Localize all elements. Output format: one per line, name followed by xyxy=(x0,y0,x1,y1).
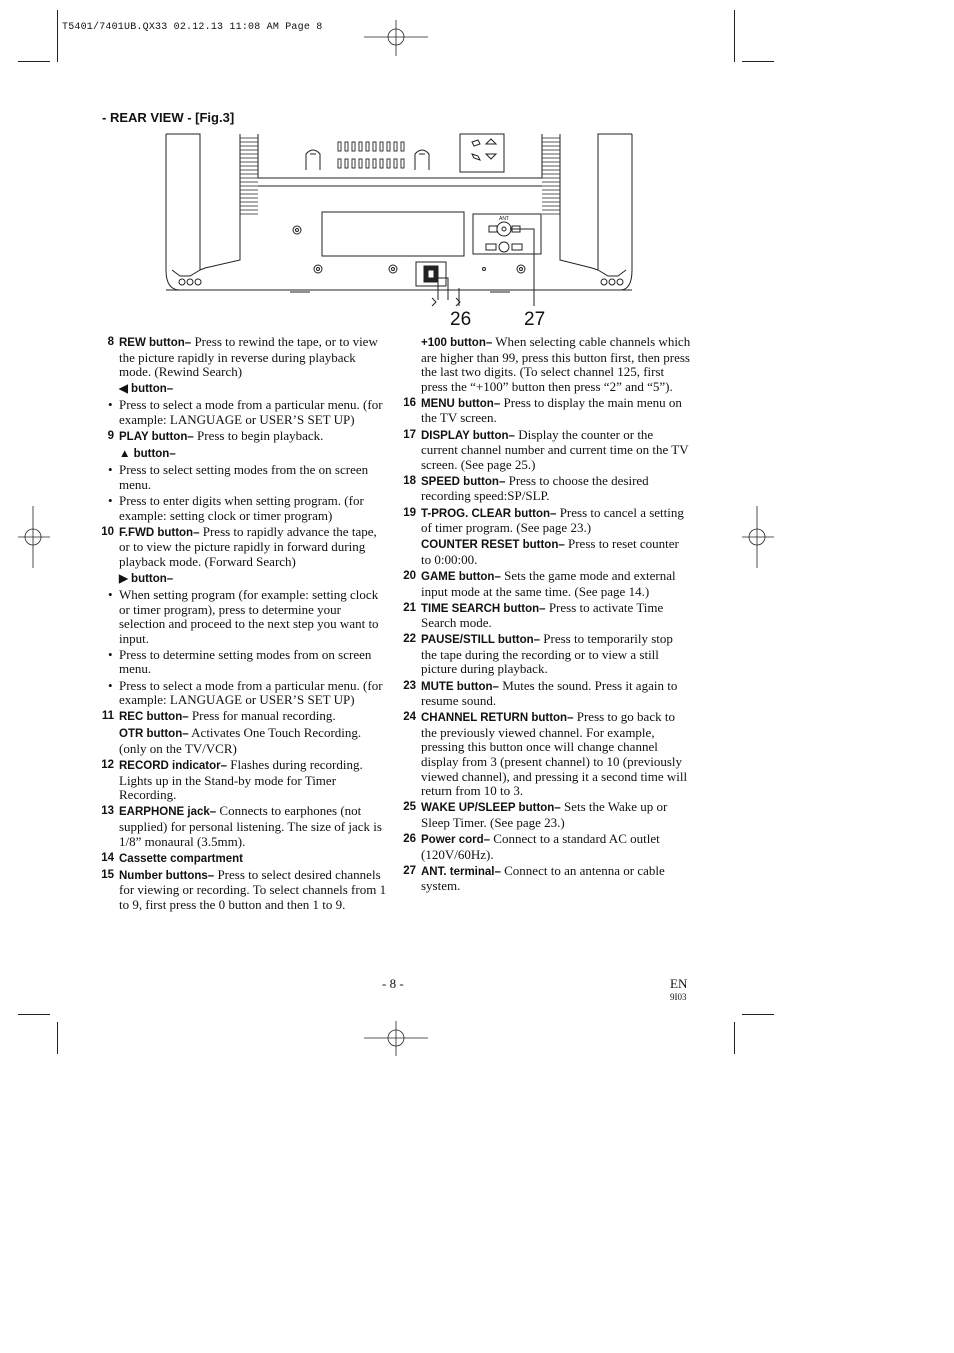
page-number: - 8 - xyxy=(382,976,404,991)
item-text: Display the counter or the current channel number and current time on the TV screen. (See page 25.) xyxy=(421,426,689,472)
item-number: 26 xyxy=(403,833,416,845)
callout-26: 26 xyxy=(450,309,472,330)
item-number: 13 xyxy=(101,805,114,818)
item-8 xyxy=(100,335,390,380)
item-9 xyxy=(100,429,390,445)
section-title: - REAR VIEW - [Fig.3] xyxy=(102,110,235,125)
sub-item-text: Press to reset counter to 0:00:00. xyxy=(421,536,679,567)
sub-item-label: ▶ button– xyxy=(119,572,174,585)
item-number: 8 xyxy=(107,336,114,348)
item-label: GAME button– xyxy=(421,570,501,583)
item-number: 17 xyxy=(403,428,416,441)
item-23 xyxy=(402,679,692,709)
item-27 xyxy=(402,864,692,894)
item-text: Press for manual recording. xyxy=(188,708,336,724)
item-22 xyxy=(402,632,692,677)
doc-code: 9I03 xyxy=(670,992,687,1002)
item-label: REC button– xyxy=(119,711,189,724)
item-text: Connect to an antenna or cable system. xyxy=(421,862,665,894)
item-26 xyxy=(402,832,692,862)
sub-item-label: +100 button– xyxy=(421,337,493,349)
item-number: 27 xyxy=(403,864,416,877)
sub-item-label: ◀ button– xyxy=(119,383,174,396)
item-number: 22 xyxy=(403,633,416,646)
item-text: Sets the Wake up or Sleep Timer. (See page 23.) xyxy=(421,799,668,830)
item-number: 10 xyxy=(101,525,114,538)
item-text: Press to temporarily stop the tape during the recording or to view a still picture during playback. xyxy=(421,631,673,677)
item-19 xyxy=(402,506,692,536)
item-15 xyxy=(100,868,390,913)
item-number: 12 xyxy=(101,759,114,772)
item-number: 14 xyxy=(101,851,114,864)
item-label: TIME SEARCH button– xyxy=(421,602,546,615)
bullet-item: • Press to select a mode from a particular menu. (for example: LANGUAGE or USER’S SET UP) xyxy=(100,398,390,427)
item-label: T-PROG. CLEAR button– xyxy=(421,507,557,520)
item-label: EARPHONE jack– xyxy=(119,806,217,819)
rear-view-figure xyxy=(160,128,640,333)
bullet-item: • Press to select setting modes from the on screen menu. xyxy=(100,463,390,492)
bullet-item: • Press to determine setting modes from on screen menu. xyxy=(100,648,390,677)
print-slug: T5401/7401UB.QX33 02.12.13 11:08 AM Page 8 xyxy=(62,22,323,33)
item-number: 23 xyxy=(403,679,416,692)
item-label: F.FWD button– xyxy=(119,526,200,539)
item-10 xyxy=(100,525,390,570)
item-number: 9 xyxy=(107,430,114,443)
item-text: Press to activate Time Search mode. xyxy=(421,599,664,631)
item-number: 24 xyxy=(403,711,416,724)
item-text: Connects to earphones (not supplied) for personal listening. The size of jack is 1/8” monaural (3.5mm). xyxy=(119,803,382,849)
item-label: RECORD indicator– xyxy=(119,760,227,773)
item-20 xyxy=(402,569,692,599)
sub-item-label: COUNTER RESET button– xyxy=(421,539,565,552)
item-label: DISPLAY button– xyxy=(421,429,515,442)
item-text: Press to select desired channels for viewing or recording. To select channels from 1 to 9, first press the 0 button and then 1 to 9. xyxy=(119,866,387,912)
item-label: ANT. terminal– xyxy=(421,865,501,878)
item-label: Power cord– xyxy=(421,834,491,846)
item-21 xyxy=(402,601,692,631)
sub-item xyxy=(100,726,390,756)
bullet-item: • Press to select a mode from a particular menu. (for example: LANGUAGE or USER’S SET UP) xyxy=(100,679,390,708)
item-label: MENU button– xyxy=(421,397,501,410)
item-label: SPEED button– xyxy=(421,475,506,488)
sub-item xyxy=(100,571,390,587)
item-text: Connect to a standard AC outlet (120V/60Hz). xyxy=(421,831,660,862)
item-number: 20 xyxy=(403,569,416,582)
item-text: Press to display the main menu on the TV screen. xyxy=(421,394,682,426)
right-column xyxy=(402,335,692,895)
item-text: Sets the game mode and external input mode at the same time. (See page 14.) xyxy=(421,567,676,599)
item-number: 21 xyxy=(403,601,416,614)
language-code: EN xyxy=(670,976,688,991)
sub-item xyxy=(100,446,390,462)
bullet-item: • When setting program (for example: setting clock or timer program), press to determine your selection and proceed to the next step you want to input. xyxy=(100,588,390,646)
ant-label: ANT xyxy=(499,216,509,222)
item-text: Press to rewind the tape, or to view the picture rapidly in reverse during playback mode. (Rewind Search) xyxy=(119,334,378,380)
callout-27: 27 xyxy=(524,309,546,330)
item-text: Press to begin playback. xyxy=(193,428,324,444)
item-14 xyxy=(100,851,390,867)
sub-item-label: OTR button– xyxy=(119,728,189,741)
item-text: Press to cancel a setting of timer program. (See page 23.) xyxy=(421,504,684,536)
item-12 xyxy=(100,758,390,803)
sub-item-text: Activates One Touch Recording. (only on the TV/VCR) xyxy=(119,725,362,756)
item-text: Press to go back to the previously viewed channel. For example, pressing this button once will change channel display from 3 (present channel) to 10 (previously viewed channel), and pressing it a second time will return from 10 to 3. xyxy=(421,709,688,799)
item-number: 25 xyxy=(403,801,416,814)
item-label: PAUSE/STILL button– xyxy=(421,634,541,647)
bullet-item: • Press to enter digits when setting program. (for example: setting clock or timer program) xyxy=(100,494,390,523)
item-text: Mutes the sound. Press it again to resume sound. xyxy=(421,677,678,709)
item-text: Press to choose the desired recording speed:SP/SLP. xyxy=(421,472,649,504)
sub-item xyxy=(402,335,692,394)
item-16 xyxy=(402,396,692,426)
item-number: 18 xyxy=(403,474,416,487)
item-text: Flashes during recording. Lights up in the Stand-by mode for Timer Recording. xyxy=(119,757,363,803)
item-13 xyxy=(100,804,390,849)
item-11 xyxy=(100,709,390,725)
item-number: 19 xyxy=(403,506,416,519)
item-label: PLAY button– xyxy=(119,431,194,444)
left-column xyxy=(100,335,390,914)
item-24 xyxy=(402,710,692,799)
item-18 xyxy=(402,474,692,504)
item-label: REW button– xyxy=(119,337,192,349)
sub-item-label: ▲ button– xyxy=(119,448,176,461)
sub-item xyxy=(100,381,390,397)
item-number: 16 xyxy=(403,396,416,409)
item-label: Number buttons– xyxy=(119,869,215,882)
item-label: WAKE UP/SLEEP button– xyxy=(421,802,561,815)
item-label: CHANNEL RETURN button– xyxy=(421,712,574,725)
item-label: MUTE button– xyxy=(421,680,499,693)
item-text: Press to rapidly advance the tape, or to view the picture rapidly in forward during playback mode. (Forward Search) xyxy=(119,523,377,569)
item-label: Cassette compartment xyxy=(119,852,243,865)
sub-item-text: When selecting cable channels which are higher than 99, press this button first, then press the last two digits. (To select channel 125, first press the “+100” button then press “2” and “5”). xyxy=(421,334,691,394)
sub-item xyxy=(402,537,692,567)
item-17 xyxy=(402,428,692,473)
item-number: 15 xyxy=(101,868,114,881)
item-25 xyxy=(402,800,692,830)
item-number: 11 xyxy=(101,710,114,723)
